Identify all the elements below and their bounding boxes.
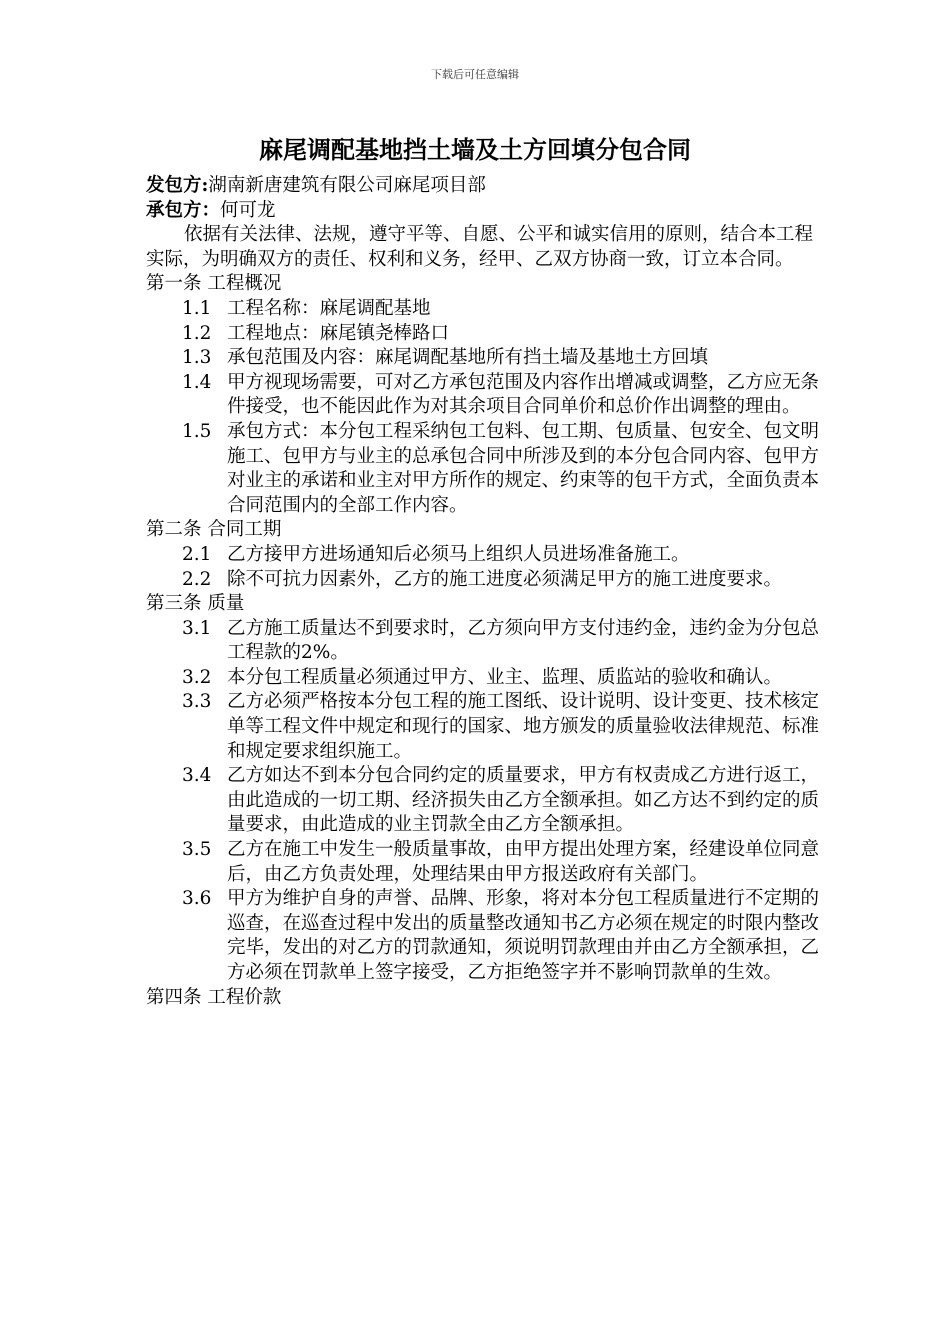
clause-text: 承包范围及内容：麻尾调配基地所有挡土墙及基地土方回填 [227, 347, 709, 369]
contractor-name: 何可龙 [220, 199, 276, 221]
contractor-label: 承包方： [146, 199, 221, 221]
clause [182, 371, 826, 420]
clause-number: 1.5 [182, 420, 212, 442]
clause-number: 2.1 [182, 543, 212, 565]
clause-text: 乙方如达不到本分包合同约定的质量要求，甲方有权责成乙方进行返工，由此造成的一切工期、经济损失由乙方全额承担。如乙方达不到约定的质量要求，由此造成的业主罚款全由乙方全额承担。 [227, 765, 820, 836]
clause [182, 420, 826, 518]
clause-number: 2.2 [182, 568, 212, 590]
clause [182, 346, 826, 371]
clause-text: 工程地点：麻尾镇尧棒路口 [227, 322, 450, 344]
articles [146, 272, 826, 1010]
clause-text: 工程名称：麻尾调配基地 [227, 297, 431, 319]
clause [182, 690, 826, 764]
employer-label: 发包方: [146, 175, 209, 196]
clause-text: 甲方为维护自身的声誉、品牌、形象，将对本分包工程质量进行不定期的巡查，在巡查过程中发出的质量整改通知书乙方必须在规定的时限内整改完毕，发出的对乙方的罚款通知，须说明罚款理由并由乙方全额承担，乙方必须在罚款单上签字接受，乙方拒绝签字并不影响罚款单的生效。 [227, 888, 820, 983]
document-title: 麻尾调配基地挡土墙及土方回填分包合同 [259, 135, 691, 164]
clause-number: 1.3 [182, 347, 212, 369]
clause-text: 乙方在施工中发生一般质量事故，由甲方提出处理方案，经建设单位同意后，由乙方负责处理，处理结果由甲方报送政府有关部门。 [227, 839, 820, 885]
article-heading: 第二条 合同工期 [146, 519, 282, 541]
clause [182, 838, 826, 887]
article-heading: 第三条 质量 [146, 593, 245, 615]
header-note: 下载后可任意编辑 [431, 68, 519, 81]
clause-number: 3.6 [182, 888, 212, 910]
clause-number: 1.1 [182, 297, 212, 319]
clause [182, 322, 826, 347]
clause-text: 甲方视现场需要，可对乙方承包范围及内容作出增减或调整，乙方应无条件接受，也不能因此作为对其余项目合同单价和总价作出调整的理由。 [227, 371, 820, 418]
clause-text: 承包方式：本分包工程采纳包工包料、包工期、包质量、包安全、包文明施工、包甲方与业主的总承包合同中所涉及到的本分包合同内容、包甲方对业主的承诺和业主对甲方所作的规定、约束等的包干方式，全面负责本合同范围内的全部工作内容。 [227, 420, 820, 516]
clause-text: 乙方施工质量达不到要求时，乙方须向甲方支付违约金，违约金为分包总工程款的2%。 [227, 617, 820, 664]
clause [182, 617, 826, 666]
clause-number: 3.4 [182, 765, 212, 787]
clause [182, 764, 826, 838]
article-heading: 第一条 工程概况 [146, 273, 282, 295]
clause-text: 除不可抗力因素外，乙方的施工进度必须满足甲方的施工进度要求。 [227, 568, 783, 590]
clause [182, 887, 826, 985]
clause-text: 乙方接甲方进场通知后必须马上组织人员进场准备施工。 [227, 543, 690, 565]
clause-number: 3.3 [182, 691, 212, 713]
clause [182, 297, 826, 322]
clause-number: 1.2 [182, 322, 212, 344]
employer-name: 湖南新唐建筑有限公司麻尾项目部 [208, 175, 486, 196]
clause [182, 568, 826, 593]
contractor-line [146, 199, 826, 224]
article-heading: 第四条 工程价款 [146, 986, 282, 1008]
employer-line [146, 174, 826, 199]
clause-number: 3.1 [182, 617, 212, 639]
intro-paragraph: 依据有关法律、法规，遵守平等、自愿、公平和诚实信用的原则，结合本工程实际，为明确双方的责任、权利和义务，经甲、乙双方协商一致，订立本合同。 [146, 224, 814, 270]
clause-number: 3.5 [182, 839, 212, 861]
clause [182, 543, 826, 568]
clause-text: 本分包工程质量必须通过甲方、业主、监理、质监站的验收和确认。 [227, 666, 783, 688]
clause-number: 3.2 [182, 666, 212, 688]
clause-number: 1.4 [182, 371, 212, 393]
clause-text: 乙方必须严格按本分包工程的施工图纸、设计说明、设计变更、技术核定单等工程文件中规定和现行的国家、地方颁发的质量验收法律规范、标准和规定要求组织施工。 [227, 691, 820, 762]
contract-body [146, 174, 826, 1010]
clause [182, 666, 826, 691]
